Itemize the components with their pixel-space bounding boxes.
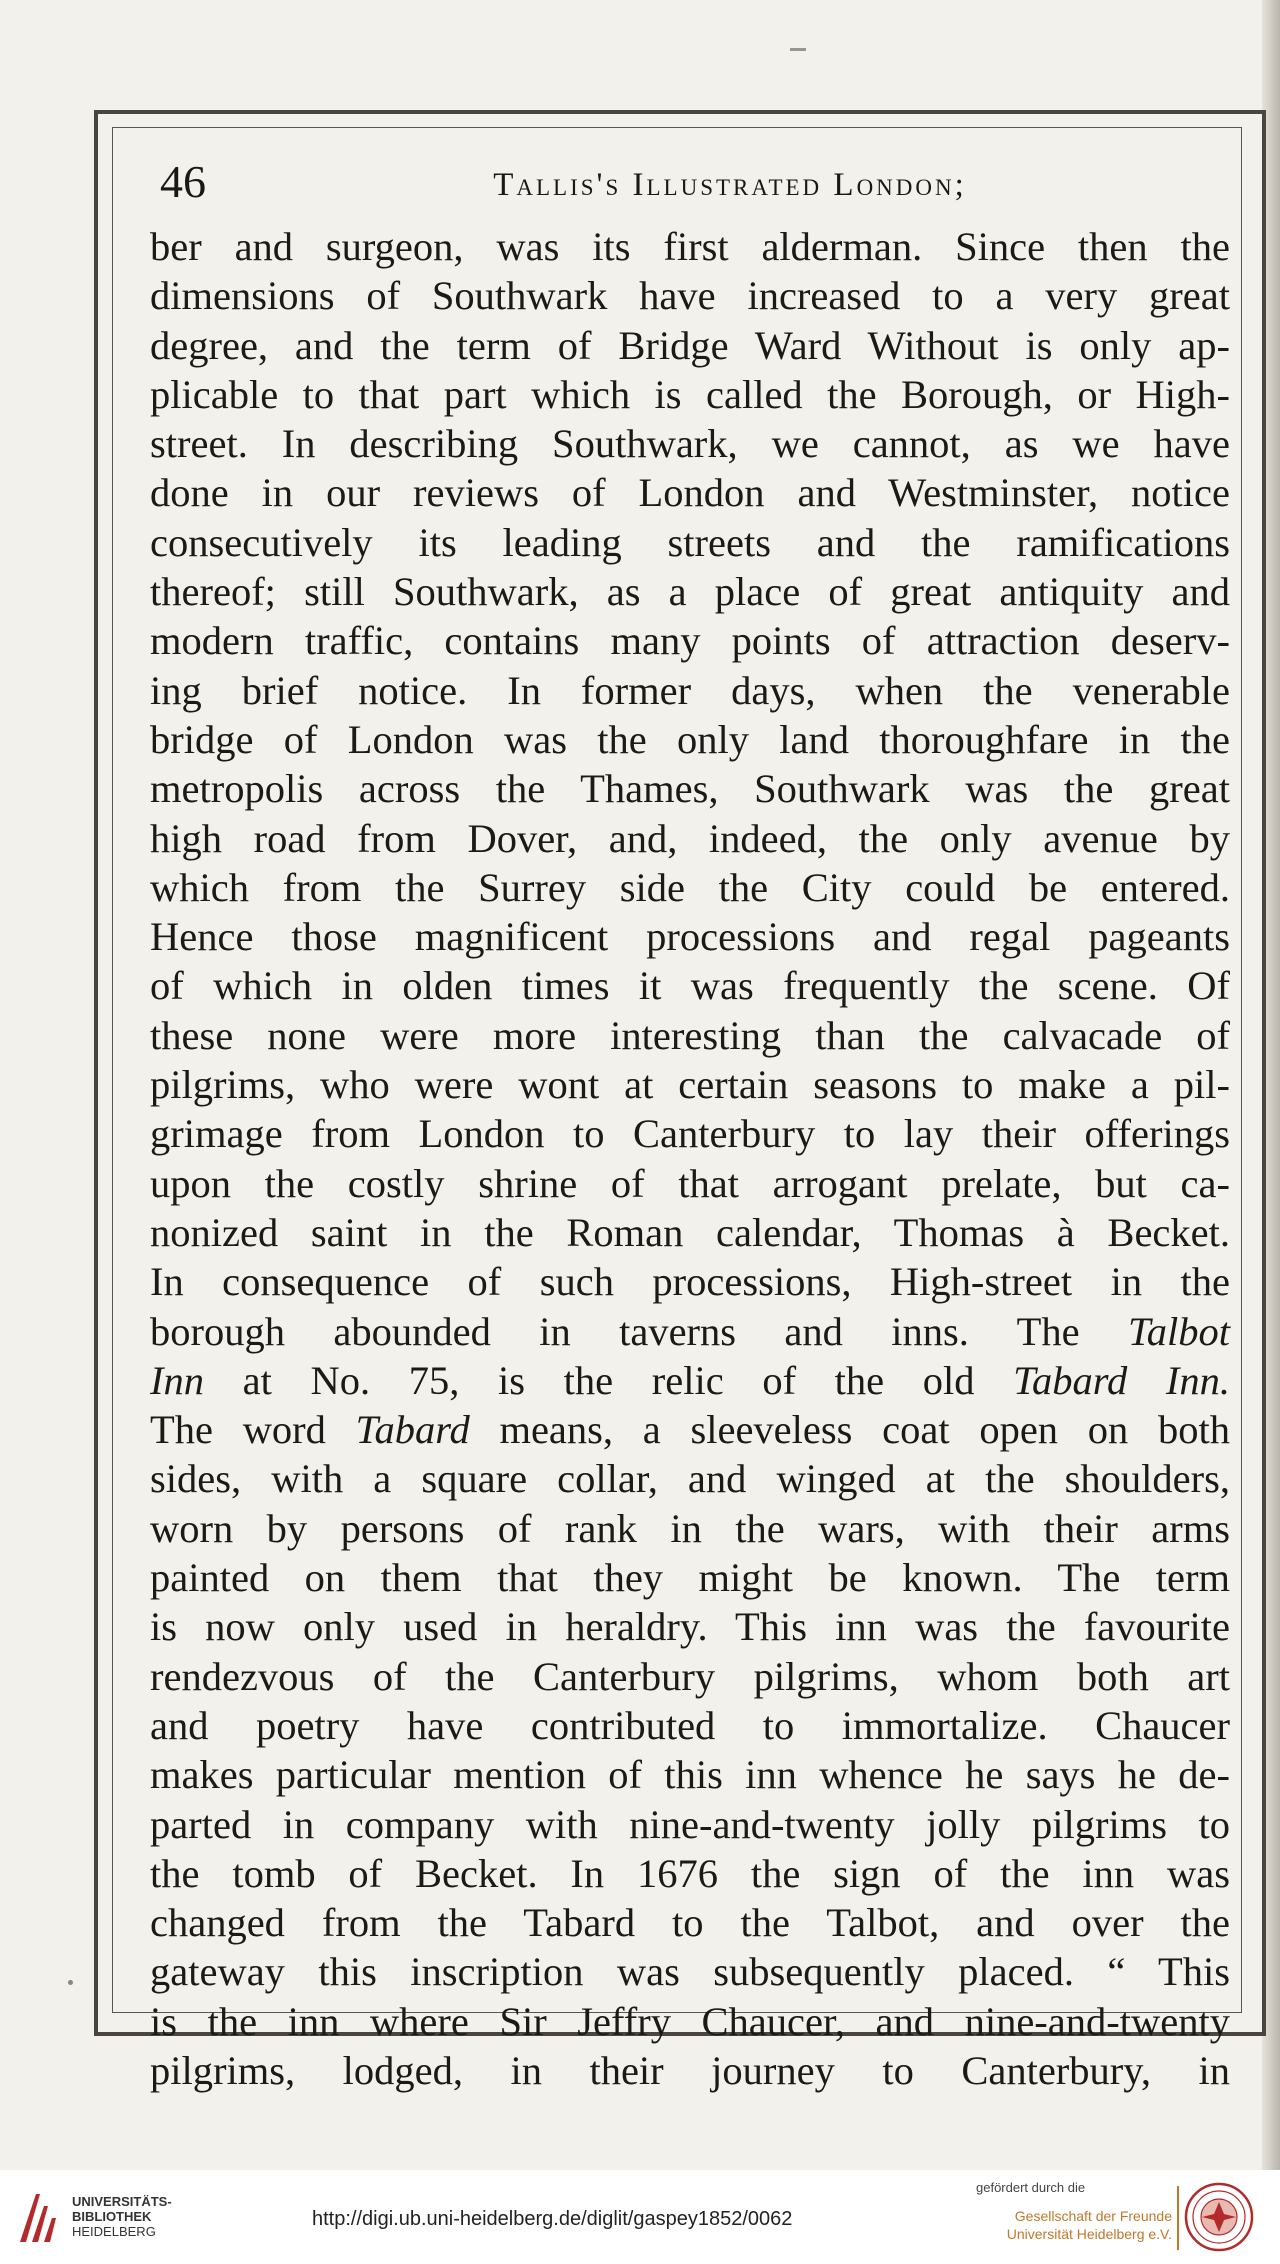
sponsor-divider [1177,2186,1179,2250]
text-run: makes particular mention of this inn whence he says he de- [150,1752,1230,1798]
text-run: thereof; still Southwark, as a place of great antiquity and [150,569,1230,615]
text-run: is now only used in heraldry. This inn was the favourite [150,1604,1230,1650]
text-line [150,1602,1230,1651]
text-line [150,2046,1230,2095]
text-line [150,1208,1230,1257]
text-run: pilgrims, lodged, in their journey to Canterbury, in [150,2047,1230,2093]
sponsor-label: gefördert durch die [976,2180,1086,2195]
text-run: rendezvous of the Canterbury pilgrims, whom both art [150,1653,1230,1699]
text-run: consecutively its leading streets and the ramifications [150,519,1230,565]
ub-heidelberg-logo-icon [14,2188,60,2246]
text-run: means, a sleeveless coat open on both [469,1407,1230,1453]
text-run: the tomb of Becket. In 1676 the sign of the inn was [150,1850,1230,1896]
text-line [150,518,1230,567]
library-name-line: BIBLIOTHEK [72,2209,152,2224]
italic-text: Inn [150,1357,204,1403]
text-run: of which in olden times it was frequently the scene. Of [150,963,1230,1009]
body-text [150,222,1230,2095]
text-run: grimage from London to Canterbury to lay their offerings [150,1111,1230,1157]
library-name-line: UNIVERSITÄTS- [72,2194,172,2209]
text-run: changed from the Tabard to the Talbot, and over the [150,1900,1230,1946]
text-line [150,1750,1230,1799]
text-run: dimensions of Southwark have increased to a very great [150,273,1230,319]
text-run: modern traffic, contains many points of attraction deserv- [150,618,1230,664]
text-line [150,1947,1230,1996]
text-line [150,1109,1230,1158]
sponsor-name-line: Gesellschaft der Freunde [1014,2208,1172,2224]
text-run: painted on them that they might be known. The term [150,1555,1230,1601]
text-run: Hence those magnificent processions and regal pageants [150,914,1230,960]
page-header [160,155,1250,215]
text-run: street. In describing Southwark, we cannot, as we have [150,421,1230,467]
university-seal-icon [1184,2182,1254,2252]
text-line [150,468,1230,517]
sponsor-block [976,2180,1172,2243]
page-number: 46 [160,156,206,207]
text-line [150,1060,1230,1109]
text-line [150,222,1230,271]
text-line [150,567,1230,616]
text-line [150,419,1230,468]
text-line [150,1652,1230,1701]
library-name [72,2194,172,2239]
text-line [150,715,1230,764]
text-run: done in our reviews of London and Westminster, notice [150,470,1230,516]
text-line [150,764,1230,813]
text-line [150,1356,1230,1405]
text-line [150,1800,1230,1849]
text-line [150,1307,1230,1356]
text-line [150,961,1230,1010]
sponsor-name-line: Universität Heidelberg e.V. [1006,2226,1172,2242]
text-run: nonized saint in the Roman calendar, Thomas à Becket. [150,1209,1230,1255]
text-line [150,912,1230,961]
text-line [150,1405,1230,1454]
text-run: and poetry have contributed to immortalize. Chaucer [150,1702,1230,1748]
text-line [150,616,1230,665]
text-line [150,666,1230,715]
text-line [150,1011,1230,1060]
footer-bar [0,2170,1280,2264]
text-line [150,321,1230,370]
text-line [150,814,1230,863]
text-run: parted in company with nine-and-twenty jolly pilgrims to [150,1801,1230,1847]
permalink-url[interactable]: http://digi.ub.uni-heidelberg.de/diglit/gaspey1852/0062 [312,2208,793,2230]
text-run: pilgrims, who were wont at certain seasons to make a pil- [150,1062,1230,1108]
text-line [150,1454,1230,1503]
text-run: metropolis across the Thames, Southwark was the great [150,766,1230,812]
text-run: borough abounded in taverns and inns. The [150,1308,1128,1354]
text-line [150,1997,1230,2046]
text-line [150,271,1230,320]
text-line [150,863,1230,912]
text-run: gateway this inscription was subsequently placed. “ This [150,1949,1230,1995]
text-run: sides, with a square collar, and winged at the shoulders, [150,1456,1230,1502]
text-run: In consequence of such processions, High-street in the [150,1259,1230,1305]
text-run: upon the costly shrine of that arrogant prelate, but ca- [150,1160,1230,1206]
text-line [150,1898,1230,1947]
text-run: is the inn where Sir Jeffry Chaucer, and nine-and-twenty [150,1998,1230,2044]
text-run: The word [150,1407,356,1453]
library-name-line: HEIDELBERG [72,2224,156,2239]
text-run: bridge of London was the only land thoroughfare in the [150,716,1230,762]
text-line [150,1504,1230,1553]
italic-text: Talbot [1127,1308,1230,1354]
text-line [150,1257,1230,1306]
running-head: Tallis's Illustrated London; [493,167,967,203]
italic-text: Tabard Inn. [1013,1357,1230,1403]
text-run: at No. 75, is the relic of the old [204,1357,1014,1403]
text-run: worn by persons of rank in the wars, with their arms [150,1505,1230,1551]
text-run: ber and surgeon, was its first alderman. Since then the [150,224,1230,269]
text-run: these none were more interesting than the calvacade of [150,1012,1230,1058]
italic-text: Tabard [355,1407,470,1453]
text-line [150,1701,1230,1750]
text-line [150,370,1230,419]
text-line [150,1159,1230,1208]
text-run: degree, and the term of Bridge Ward Without is only ap- [150,322,1230,368]
text-run: ing brief notice. In former days, when the venerable [150,667,1230,713]
text-run: high road from Dover, and, indeed, the only avenue by [150,815,1230,861]
text-run: which from the Surrey side the City could be entered. [150,864,1230,910]
scan-speck [68,1980,73,1985]
scan-mark [790,48,806,51]
text-run: plicable to that part which is called the Borough, or High- [150,371,1230,417]
text-line [150,1849,1230,1898]
text-line [150,1553,1230,1602]
